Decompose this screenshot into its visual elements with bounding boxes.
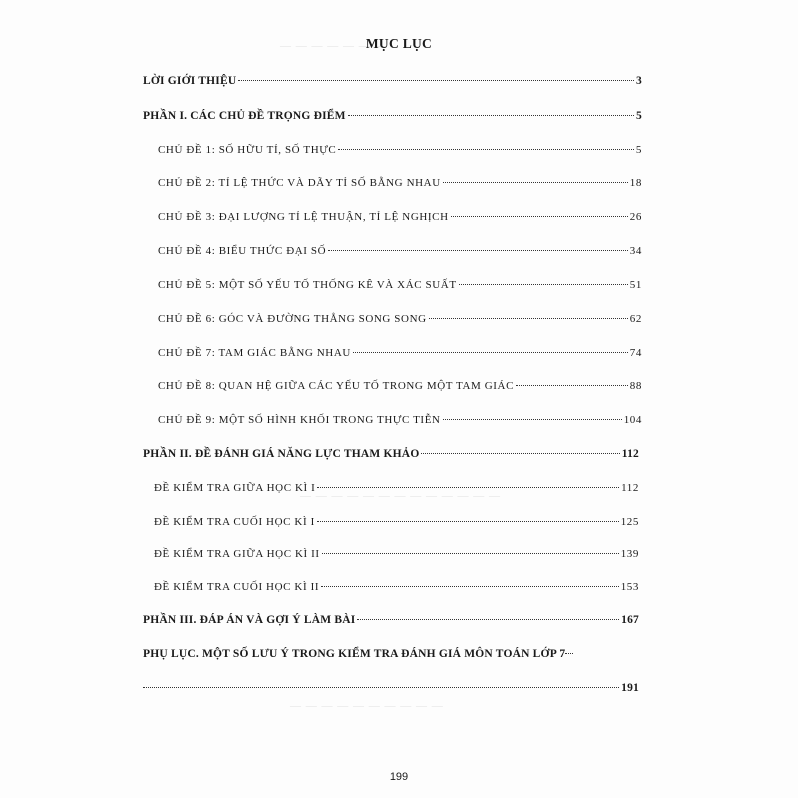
toc-entry-label: PHỤ LỤC. MỘT SỐ LƯU Ý TRONG KIỂM TRA ĐÁNH GIÁ MÔN TOÁN LỚP 7 [143,648,566,660]
dot-leader [317,486,619,488]
dot-leader [451,215,628,217]
toc-entry-final-2[interactable] [154,581,639,597]
toc-entry-page: 139 [620,548,639,560]
toc-entry-label: LỜI GIỚI THIỆU [143,75,237,87]
dot-leader [328,249,628,251]
toc-entry-label: CHỦ ĐỀ 6: GÓC VÀ ĐƯỜNG THẲNG SONG SONG [158,313,427,325]
toc-entry-midterm-2[interactable] [154,548,639,564]
toc-entry-label: CHỦ ĐỀ 9: MỘT SỐ HÌNH KHỐI TRONG THỰC TIỄN [158,414,441,426]
toc-entry-part-3[interactable] [143,614,639,630]
toc-entry-label: CHỦ ĐỀ 3: ĐẠI LƯỢNG TỈ LỆ THUẬN, TỈ LỆ NGHỊCH [158,211,449,223]
toc-entry-label: ĐỀ KIỂM TRA CUỐI HỌC KÌ I [154,516,315,528]
toc-entry-label: CHỦ ĐỀ 8: QUAN HỆ GIỮA CÁC YẾU TỐ TRONG MỘT TAM GIÁC [158,380,515,392]
toc-entry-page: 62 [629,313,642,325]
toc-entry-page: 51 [629,279,642,291]
bleed-through-mark: — — — — — — — [280,40,387,52]
dot-leader [317,520,619,522]
toc-entry-label: CHỦ ĐỀ 7: TAM GIÁC BẰNG NHAU [158,347,351,359]
toc-entry-page: 167 [621,614,639,626]
toc-entry-topic-1[interactable] [158,144,642,160]
dot-leader [421,452,619,454]
page-number: 199 [389,771,409,783]
toc-entry-page: 104 [623,414,642,426]
toc-entry-topic-7[interactable] [158,347,642,363]
dot-leader [443,181,628,183]
toc-entry-topic-9[interactable] [158,414,642,430]
dot-leader [321,585,619,587]
dot-leader [357,618,619,620]
toc-entry-topic-3[interactable] [158,211,642,227]
dot-leader [238,79,634,81]
toc-entry-topic-2[interactable] [158,177,642,193]
toc-entry-appendix-page[interactable] [143,682,639,698]
toc-entry-label: CHỦ ĐỀ 2: TỈ LỆ THỨC VÀ DÃY TỈ SỐ BẰNG NHAU [158,177,441,189]
toc-entry-part-2[interactable] [143,448,639,464]
toc-entry-page: 74 [629,347,642,359]
toc-entry-label: PHẦN III. ĐÁP ÁN VÀ GỢI Ý LÀM BÀI [143,614,356,626]
toc-entry-label: ĐỀ KIỂM TRA GIỮA HỌC KÌ I [154,482,316,494]
toc-entry-page: 153 [620,581,639,593]
dot-leader [429,317,628,319]
dot-leader [565,653,573,654]
toc-entry-page: 18 [629,177,642,189]
toc-entry-page: 191 [621,682,639,694]
toc-entry-page: 125 [620,516,639,528]
toc-entry-topic-4[interactable] [158,245,642,261]
toc-entry-page: 5 [635,144,642,156]
toc-entry-page: 112 [621,448,639,460]
toc-entry-page: 112 [621,482,639,494]
dot-leader [338,148,634,150]
page-title: MỤC LỤC [365,36,433,51]
toc-entry-appendix-label[interactable] [143,648,573,660]
toc-entry-page: 26 [629,211,642,223]
dot-leader [459,283,628,285]
toc-entry-label: ĐỀ KIỂM TRA CUỐI HỌC KÌ II [154,581,320,593]
bleed-through-mark: — — — — — — — — — — — — — [300,490,501,502]
toc-entry-midterm-1[interactable] [154,482,639,498]
toc-entry-part-1[interactable] [143,110,642,126]
dot-leader [516,384,628,386]
toc-entry-label: ĐỀ KIỂM TRA GIỮA HỌC KÌ II [154,548,320,560]
dot-leader [322,552,619,554]
dot-leader [353,351,628,353]
toc-entry-topic-5[interactable] [158,279,642,295]
toc-entry-label: PHẦN I. CÁC CHỦ ĐỀ TRỌNG ĐIỂM [143,110,346,122]
toc-entry-page: 34 [629,245,642,257]
dot-leader [443,418,622,420]
toc-entry-topic-6[interactable] [158,313,642,329]
toc-entry-final-1[interactable] [154,516,639,532]
toc-entry-label: CHỦ ĐỀ 1: SỐ HỮU TỈ, SỐ THỰC [158,144,337,156]
toc-entry-topic-8[interactable] [158,380,642,396]
dot-leader [143,686,619,688]
toc-entry-page: 5 [636,110,642,122]
bleed-through-mark: — — — — — — — — — — [290,700,444,712]
toc-entry-page: 3 [636,75,642,87]
toc-entry-label: CHỦ ĐỀ 4: BIỂU THỨC ĐẠI SỐ [158,245,327,257]
toc-entry-introduction[interactable] [143,75,642,91]
toc-entry-page: 88 [629,380,642,392]
toc-entry-label: PHẦN II. ĐỀ ĐÁNH GIÁ NĂNG LỰC THAM KHẢO [143,448,420,460]
dot-leader [348,114,634,116]
toc-entry-label: CHỦ ĐỀ 5: MỘT SỐ YẾU TỐ THỐNG KÊ VÀ XÁC SUẤT [158,279,457,291]
